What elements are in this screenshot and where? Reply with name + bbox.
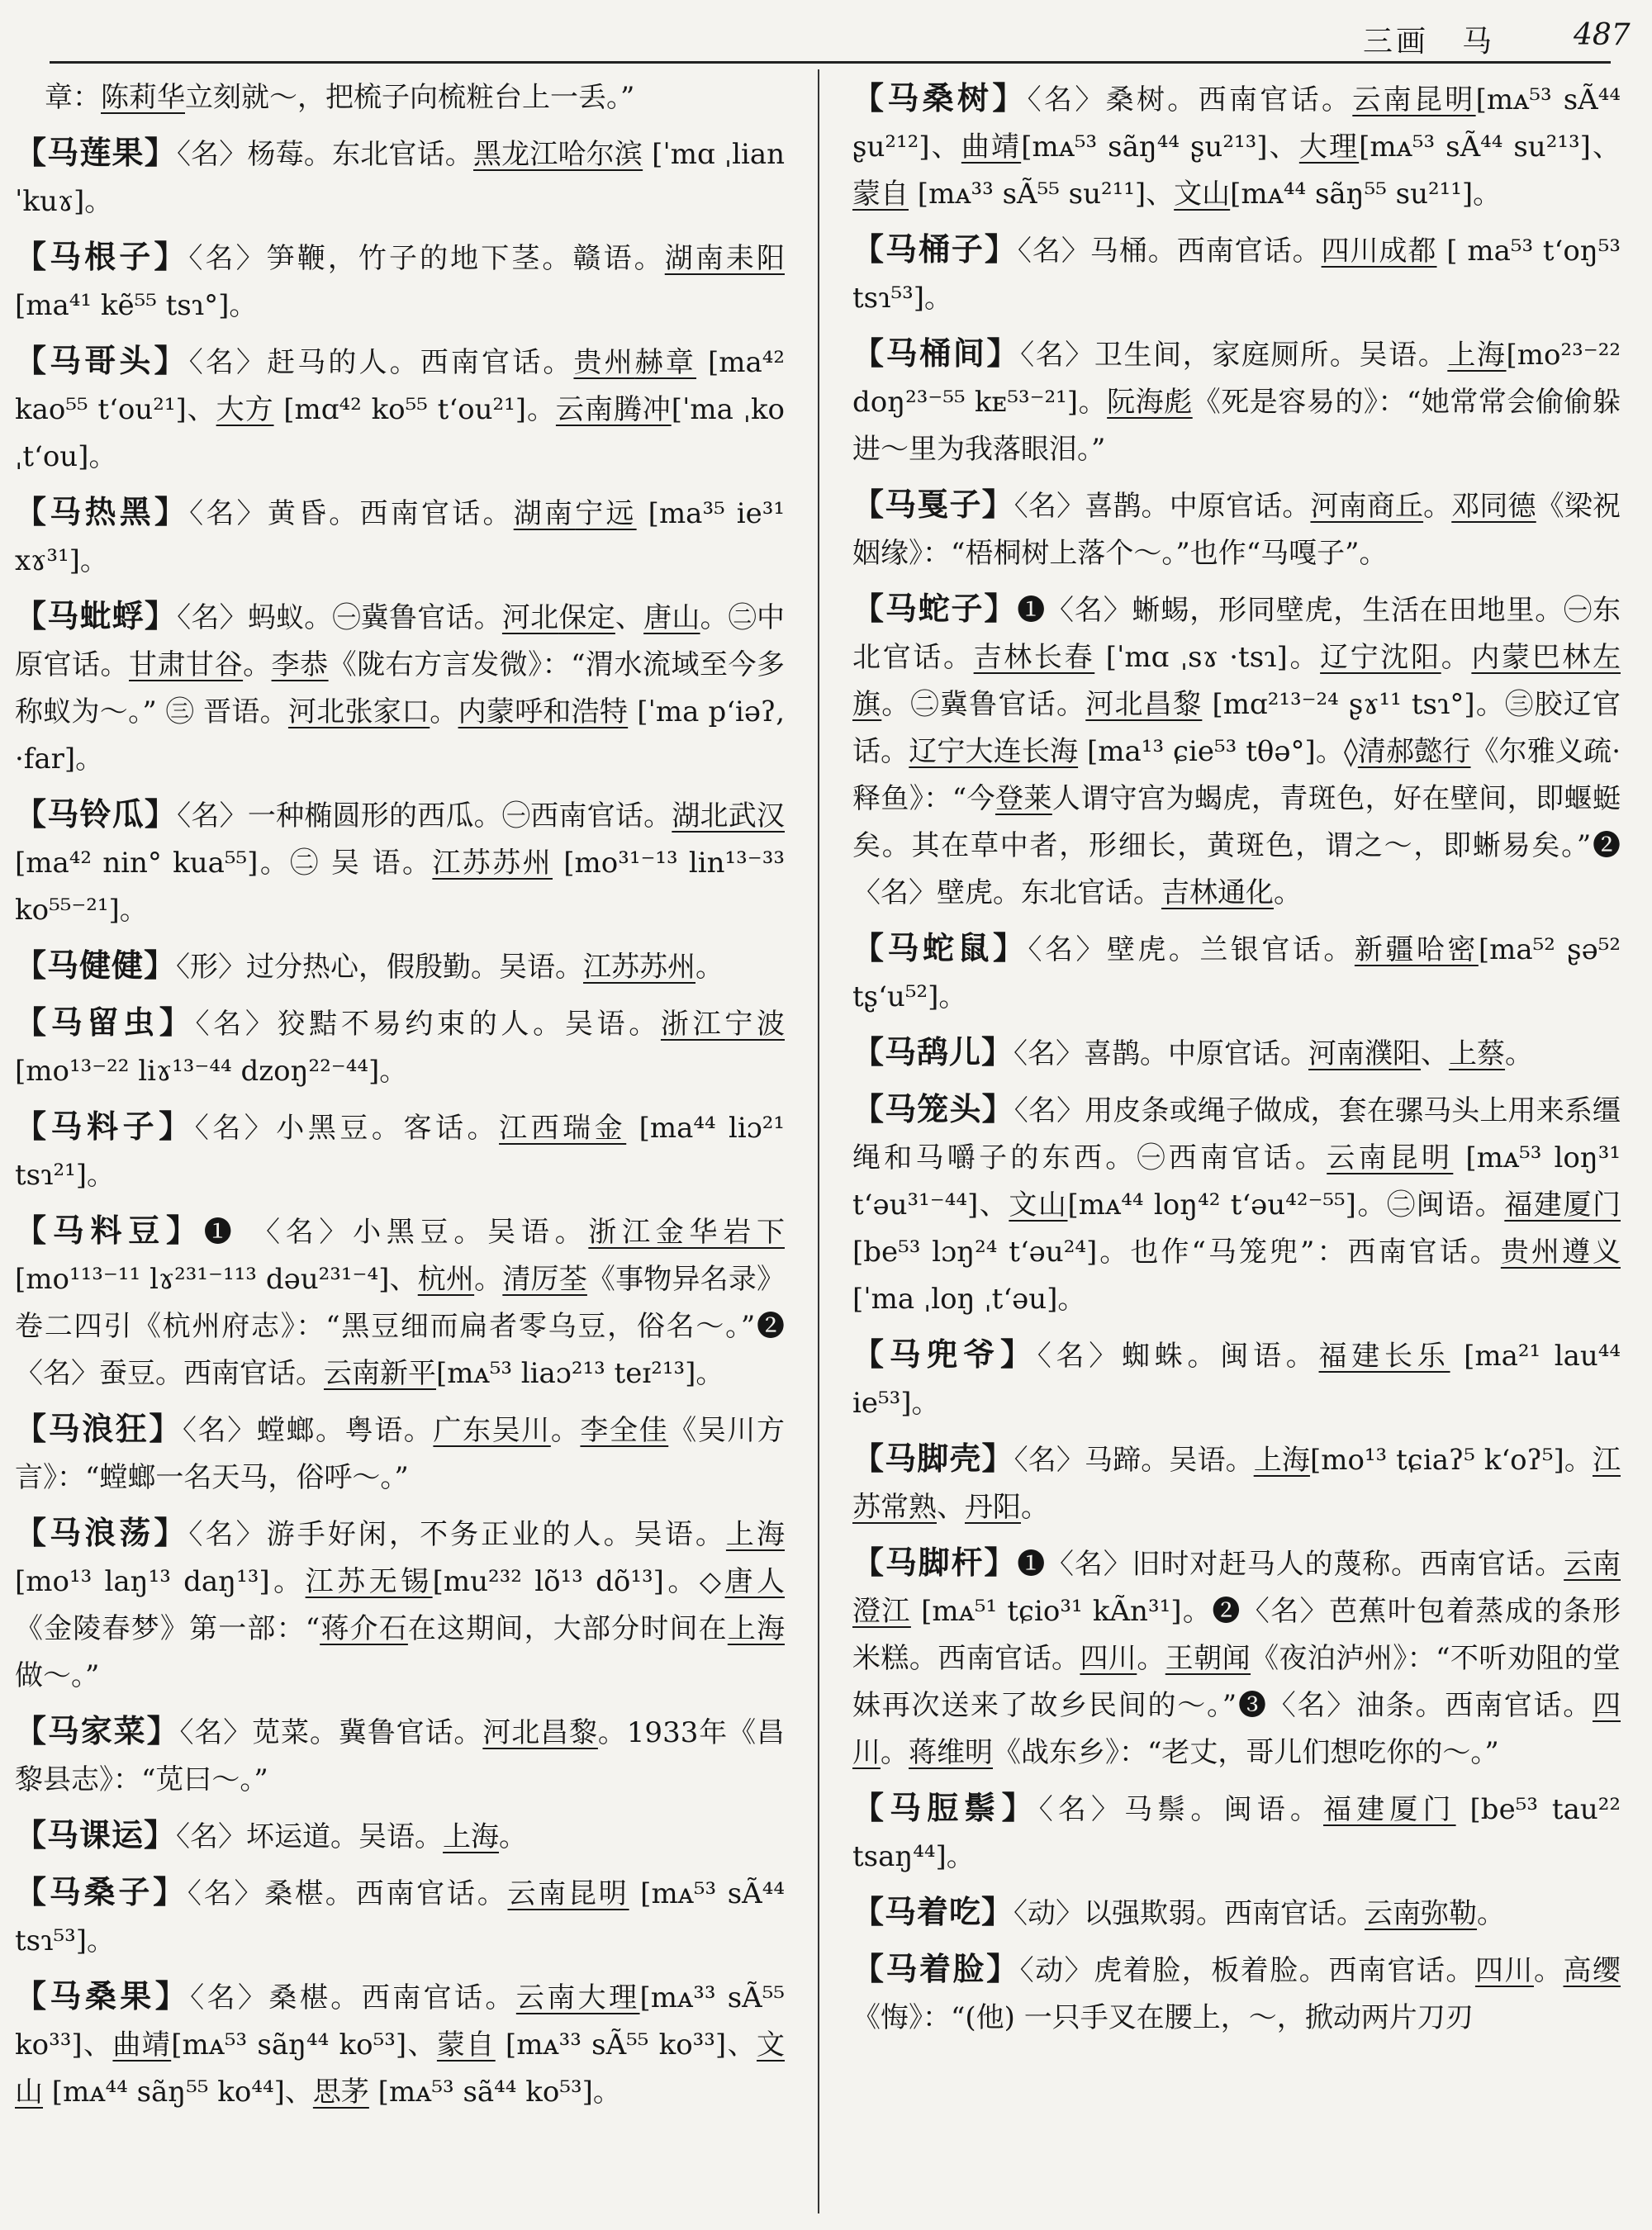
entry-headword: 【马桶子】 <box>852 230 1018 268</box>
place-name: 河南濮阳 <box>1308 1037 1422 1070</box>
dictionary-entry <box>15 1509 785 1700</box>
place-name: 江苏无锡 <box>305 1565 433 1598</box>
entry-text: [mo¹¹³⁻¹¹ lɤ²³¹⁻¹¹³ dəu²³¹⁻⁴]、 <box>15 1263 418 1296</box>
place-name: 江西瑞金 <box>499 1112 627 1145</box>
entry-text: 《死是容易的》：“她常常会偷偷躲进～里为我落眼泪。” <box>852 386 1621 466</box>
place-name: 阮海彪 <box>1107 386 1193 419</box>
entry-text: [mo³¹⁻¹³ lin¹³⁻³³ ko⁵⁵⁻²¹]。 <box>15 847 785 927</box>
entry-headword: 【马料子】 <box>15 1108 195 1145</box>
entry-text: 。 <box>499 1820 528 1853</box>
dictionary-entry <box>852 1945 1621 2042</box>
place-name: 四川 <box>1474 1954 1534 1987</box>
entry-text: [mo¹³ laŋ¹³ daŋ¹³]。 <box>15 1565 306 1598</box>
entry-headword: 【马着脸】 <box>852 1950 1020 1987</box>
place-name: 江苏常熟 <box>852 1444 1621 1524</box>
dictionary-entry <box>15 488 785 585</box>
entry-text: 〈名〉桑椹。西南官话。 <box>190 1981 516 2014</box>
entry-text: [ ma⁵³ tʻoŋ⁵³ tsɿ⁵³]。 <box>852 235 1621 315</box>
entry-text: 。 <box>474 1263 503 1296</box>
place-name: 甘肃甘谷 <box>129 648 244 681</box>
place-name: 云南昆明 <box>507 1877 629 1910</box>
dictionary-entry <box>852 330 1621 473</box>
entry-text: [ˈma ˌloŋ ˌtʻəu]。 <box>852 1283 1086 1316</box>
entry-text: 。 <box>1274 876 1302 909</box>
dictionary-entry <box>15 790 785 934</box>
entry-text: 。1933年《昌黎县志》：“苋曰～。” <box>15 1716 785 1796</box>
place-name: 大方 <box>216 393 274 426</box>
entry-text: [be⁵³ lɔŋ²⁴ tʻəu²⁴]。也作“马笼兜”：西南官话。 <box>852 1236 1501 1269</box>
entry-text: [mᴀ⁵³ sÃ⁴⁴ ʂu²¹²]、 <box>852 83 1621 164</box>
entry-headword: 【马家菜】 <box>15 1712 180 1749</box>
place-name: 内蒙巴林左旗 <box>852 641 1621 721</box>
entry-text: 《陇右方言发微》：“渭水流域至今多称蚁为～。” ㊂ 晋语。 <box>15 648 785 728</box>
dictionary-entry <box>852 1331 1621 1427</box>
dictionary-entry <box>852 1784 1621 1881</box>
entry-text: 〈动〉以强欺弱。西南官话。 <box>1014 1897 1365 1930</box>
entry-headword: 【马戛子】 <box>852 486 1014 523</box>
entry-text: ❶〈名〉旧时对赶马人的蔑称。西南官话。 <box>1017 1548 1564 1581</box>
entry-text: 〈名〉用皮条或绳子做成，套在骡马头上用来系缰绳和马嚼子的东西。㊀西南官话。 <box>852 1094 1621 1174</box>
entry-text: [mo¹³ tɕiaʔ⁵ kʻoʔ⁵]。 <box>1309 1444 1593 1477</box>
place-name: 宁远 <box>575 497 637 530</box>
place-name: 云南昆明 <box>1352 83 1476 116</box>
entry-text: 。 <box>550 1414 581 1447</box>
place-name: 湖南耒阳 <box>664 242 785 275</box>
place-name: 邓同德 <box>1451 490 1536 523</box>
entry-text: 。 <box>430 695 458 728</box>
entry-text: [mᴀ⁵³ loŋ³¹ tʻəu³¹⁻⁴⁴]、 <box>852 1141 1621 1222</box>
entry-text: 〈名〉马桶。西南官话。 <box>1017 235 1322 268</box>
entry-text: 《悔》：“(他) 一只手叉在腰上，～，掀动两片刀刃 <box>852 2001 1474 2034</box>
place-name: 清厉荃 <box>502 1263 587 1296</box>
entry-headword: 【马热黑】 <box>15 493 190 530</box>
entry-headword: 【马笼头】 <box>852 1090 1014 1127</box>
entry-text: 〈名〉壁虎。兰银官话。 <box>1028 933 1355 966</box>
dictionary-entry <box>15 337 785 481</box>
dictionary-entry <box>852 585 1621 917</box>
place-name: 四川成都 <box>1321 235 1437 268</box>
entry-text: 〈动〉虎着脸，板着脸。西南官话。 <box>1019 1954 1475 1987</box>
entry-text: 〈名〉赶马的人。西南官话。 <box>188 346 574 379</box>
place-name: 河北昌黎 <box>1085 688 1203 721</box>
place-name: 云南昆明 <box>1327 1141 1454 1174</box>
entry-text: 〈名〉坏运道。吴语。 <box>176 1820 444 1853</box>
dictionary-entry <box>15 1207 785 1397</box>
entry-headword: 【马桑树】 <box>852 79 1028 116</box>
entry-text: 立刻就～，把梳子向梳粧台上一丢。” <box>185 81 635 114</box>
place-name: 上海 <box>443 1820 500 1853</box>
place-name: 湖南 <box>513 497 576 530</box>
section-title: 三画 马 <box>1363 25 1496 59</box>
place-name: 杭州 <box>417 1263 475 1296</box>
entry-text: [ˈma ˌko ˌtʻou]。 <box>15 393 785 473</box>
dictionary-entry <box>15 1405 785 1502</box>
place-name: 王朝闻 <box>1165 1642 1251 1675</box>
place-name: 云南 <box>324 1357 380 1390</box>
place-name: 吉林长春 <box>973 641 1095 674</box>
place-name: 文山 <box>15 2028 785 2109</box>
entry-text: 〈名〉一种椭圆形的西瓜。㊀西南官话。 <box>177 799 672 833</box>
dictionary-entry <box>852 225 1621 322</box>
place-name: 江苏苏州 <box>583 951 696 984</box>
entry-text: 〈名〉马蹄。吴语。 <box>1014 1444 1254 1477</box>
entry-text: 〈名〉黄昏。西南官话。 <box>189 497 514 530</box>
place-name: 蒋维明 <box>909 1736 993 1769</box>
entry-text: [mᴀ⁴⁴ sãŋ⁵⁵ su²¹¹]。 <box>1230 178 1502 211</box>
left-column <box>15 74 785 2205</box>
place-name: 上蔡 <box>1449 1037 1506 1070</box>
entry-text: 《尔雅义疏·释鱼》：“今 <box>852 735 1621 815</box>
place-name: 湖北武汉 <box>672 799 785 833</box>
entry-headword: 【马课运】 <box>15 1816 177 1853</box>
entry-text: 。 <box>1477 1897 1506 1930</box>
entry-text: 、 <box>1421 1037 1450 1070</box>
entry-text: [mɑ⁴² ko⁵⁵ tʻou²¹]。 <box>273 393 556 426</box>
entry-text: [mᴀ³³ sÃ⁵⁵ ko³³]、 <box>495 2028 757 2062</box>
place-name: 云南弥勒 <box>1365 1897 1478 1930</box>
entry-text: [ˈma pʻiəʔ, ·far]。 <box>15 695 785 776</box>
place-name: 云南腾冲 <box>555 393 672 426</box>
entry-text: [mᴀ⁵³ sã⁴⁴ ko⁵³]。 <box>368 2076 621 2109</box>
place-name: 浙江宁波 <box>660 1008 785 1041</box>
entry-text: 。 <box>881 1736 909 1769</box>
dictionary-entry <box>852 481 1621 577</box>
entry-text: 。㊁中原官话。 <box>15 601 785 681</box>
entry-text: 。 <box>243 648 272 681</box>
entry-text: 做～。” <box>15 1659 100 1692</box>
dictionary-entry <box>852 74 1621 218</box>
entry-headword: 【马桶间】 <box>852 334 1021 372</box>
entry-text: [ma⁴² kao⁵⁵ tʻou²¹]、 <box>15 346 785 426</box>
entry-text: [mᴀ³³ sÃ⁵⁵ su²¹¹]、 <box>909 178 1175 211</box>
entry-text: 。 <box>1423 490 1452 523</box>
entry-headword: 【马桑子】 <box>15 1873 188 1910</box>
place-name: 李恭 <box>271 648 329 681</box>
entry-text: 〈名〉卫生间，家庭厕所。吴语。 <box>1020 339 1448 372</box>
place-name: 文山 <box>1174 178 1231 211</box>
place-name: 四川 <box>852 1689 1621 1769</box>
dictionary-entry <box>852 1888 1621 1938</box>
place-name: 蒋介石 <box>320 1612 408 1645</box>
dictionary-entry <box>15 942 785 991</box>
entry-headword: 【马哥头】 <box>15 342 189 379</box>
entry-headword: 【马留虫】 <box>15 1004 196 1041</box>
place-name: 唐人 <box>724 1565 785 1598</box>
place-name: 思茅 <box>312 2076 369 2109</box>
entry-text: 在这期间，大部分时间在 <box>407 1612 728 1645</box>
place-name: 黑龙江哈尔滨 <box>473 138 643 171</box>
page-header <box>50 13 1631 64</box>
entry-text: [mᴀ⁴⁴ sãŋ⁵⁵ ko⁴⁴]、 <box>43 2076 313 2109</box>
place-name: 文山 <box>1009 1189 1068 1222</box>
dictionary-entry <box>852 1539 1621 1777</box>
place-name: 浙江金华岩下 <box>588 1216 785 1249</box>
place-name: 蒙自 <box>436 2028 496 2062</box>
entry-headword: 【马蛇子】 <box>852 590 1018 627</box>
entry-text: 。 <box>1533 1954 1564 1987</box>
entry-text: 〈名〉蜘蛛。闽语。 <box>1037 1340 1319 1373</box>
entry-text: 〈名〉狡黠不易约束的人。吴语。 <box>195 1008 661 1041</box>
place-name: 四川 <box>1080 1642 1137 1675</box>
entry-text: 。 <box>1441 641 1472 674</box>
place-name: 曲靖 <box>112 2028 172 2062</box>
entry-headword: 【马脚杆】 <box>852 1544 1018 1581</box>
place-name: 吉林通化 <box>1161 876 1274 909</box>
place-name: 贵州遵义 <box>1500 1236 1621 1269</box>
entry-text: [mᴀ⁵¹ tɕio³¹ kÃn³¹]。❷〈名〉芭蕉叶包着蒸成的条形米糕。西南官话。 <box>852 1595 1621 1675</box>
entry-headword: 【马脰鬃】 <box>852 1789 1039 1826</box>
dictionary-entry <box>15 1811 785 1861</box>
place-name: 辽宁大连长海 <box>909 735 1079 768</box>
entry-text: [mo²³⁻²² doŋ²³⁻⁵⁵ kᴇ⁵³⁻²¹]。 <box>852 339 1621 419</box>
entry-text: 人谓守宫为蝎虎，青斑色，好在壁间，即蝘蜓矣。其在草中者，形细长，黄斑色，谓之～，即蜥易矣。”❷〈名〉壁虎。东北官话。 <box>852 782 1621 909</box>
place-name: 陈莉华 <box>101 81 185 114</box>
entry-text: 〈形〉过分热心，假殷勤。吴语。 <box>176 951 584 984</box>
place-name: 李全佳 <box>580 1414 669 1447</box>
entry-continuation <box>45 74 785 121</box>
column-divider <box>818 69 819 2213</box>
dictionary-entry <box>15 1972 785 2116</box>
dictionary-entry <box>852 1435 1621 1531</box>
place-name: 河北昌黎 <box>482 1716 598 1749</box>
entry-text: 章： <box>45 81 101 114</box>
entry-text: [be⁵³ tau²² tsaŋ⁴⁴]。 <box>852 1793 1621 1873</box>
place-name: 蒙自 <box>852 178 909 211</box>
entry-text: 、 <box>615 601 644 634</box>
place-name: 新平 <box>380 1357 436 1390</box>
entry-text: 〈名〉游手好闲，不务正业的人。吴语。 <box>188 1518 726 1551</box>
entry-text: ❶〈名〉蜥蜴，形同壁虎，生活在田地里。㊀东北官话。 <box>852 594 1621 674</box>
entry-text: [ma⁵² ʂə⁵² tʂʻu⁵²]。 <box>852 933 1621 1013</box>
entry-text: [mᴀ³³ sÃ⁵⁵ ko³³]、 <box>15 1981 785 2062</box>
place-name: 登莱 <box>995 782 1052 815</box>
entry-text: [mo¹³⁻²² liɤ¹³⁻⁴⁴ dzoŋ²²⁻⁴⁴]。 <box>15 1055 408 1088</box>
dictionary-entry <box>15 592 785 783</box>
entry-text: [ma³⁵ ie³¹ xɤ³¹]。 <box>15 497 785 577</box>
dictionary-entry <box>852 1085 1621 1323</box>
place-name: 高缨 <box>1563 1954 1621 1987</box>
entry-headword: 【马桑果】 <box>15 1977 191 2014</box>
dictionary-entry <box>852 1028 1621 1078</box>
entry-text: [mᴀ⁵³ sÃ⁴⁴ tsɿ⁵³]。 <box>15 1877 785 1957</box>
entry-text: 。 <box>1505 1037 1534 1070</box>
place-name: 唐山 <box>643 601 700 634</box>
entry-headword: 【马浪狂】 <box>15 1410 183 1447</box>
dictionary-entry <box>15 1868 785 1965</box>
entry-headword: 【马健健】 <box>15 947 177 984</box>
place-name: 河北 <box>501 601 559 634</box>
place-name: 清郝懿行 <box>1357 735 1471 768</box>
place-name: 保定 <box>558 601 615 634</box>
place-name: 福建厦门 <box>1323 1793 1456 1826</box>
entry-text: [mɑ²¹³⁻²⁴ ʂɤ¹¹ tsɿ°]。㊂胶辽官话。 <box>852 688 1621 768</box>
entry-text: 〈名〉桑椹。西南官话。 <box>187 1877 508 1910</box>
entry-text: [ma²¹ lau⁴⁴ ie⁵³]。 <box>852 1340 1621 1420</box>
entry-text: 《战东乡》：“老丈，哥儿们想吃你的～。” <box>993 1736 1499 1769</box>
entry-text: 。 <box>695 951 724 984</box>
place-name: 上海 <box>1253 1444 1310 1477</box>
place-name: 河北张家口 <box>287 695 430 728</box>
entry-text: [ma⁴² nin° kua⁵⁵]。㊁ 吴 语。 <box>15 847 433 880</box>
right-column <box>852 74 1621 2205</box>
entry-text: 〈名〉喜鹊。中原官话。 <box>1014 490 1311 523</box>
place-name: 曲靖 <box>961 130 1022 164</box>
entry-headword: 【马料豆】 <box>15 1212 204 1249</box>
entry-text: ❶ 〈名〉小黑豆。吴语。 <box>203 1216 589 1249</box>
entry-headword: 【马根子】 <box>15 238 189 275</box>
entry-text: 《事物异名录》卷二四引《杭州府志》：“黑豆细而扁者零乌豆，俗名～。”❷〈名〉蚕豆。西南官话。 <box>15 1263 785 1390</box>
dictionary-entry <box>852 924 1621 1021</box>
place-name: 江苏苏州 <box>432 847 553 880</box>
entry-headword: 【马着吃】 <box>852 1893 1014 1930</box>
entry-text: 〈名〉苋菜。冀鲁官话。 <box>179 1716 483 1749</box>
place-name: 云南澄江 <box>852 1548 1621 1628</box>
entry-text: [mᴀ⁵³ sãŋ⁴⁴ ko⁵³]、 <box>171 2028 437 2062</box>
entry-text: 《夜泊泸州》：“不听劝阻的堂妹再次送来了故乡民间的～。”❸〈名〉油条。西南官话。 <box>852 1642 1621 1722</box>
entry-headword: 【马蛇鼠】 <box>852 929 1028 966</box>
entry-headword: 【马浪荡】 <box>15 1514 189 1551</box>
entry-text: [mu²³² lõ¹³ dõ¹³]。◇ <box>432 1565 725 1598</box>
entry-text: 。 <box>1021 1491 1049 1524</box>
entry-text: 〈名〉笋鞭，竹子的地下茎。赣语。 <box>188 242 665 275</box>
entry-text: [mᴀ⁵³ sãŋ⁴⁴ ʂu²¹³]、 <box>1021 130 1299 164</box>
entry-headword: 【马铃瓜】 <box>15 795 178 833</box>
entry-text: 《梁祝姻缘》：“梧桐树上落个～。”也作“马嘎子”。 <box>852 490 1621 570</box>
place-name: 福建厦门 <box>1504 1189 1621 1222</box>
entry-headword: 【马脚壳】 <box>852 1440 1014 1477</box>
entry-text: [ma¹³ ɕie⁵³ tθə°]。◊ <box>1078 735 1358 768</box>
place-name: 新疆哈密 <box>1354 933 1479 966</box>
entry-text: [ˈmɑ ˌlian ˈkuɤ]。 <box>15 138 785 218</box>
entry-text: 〈名〉蚂蚁。㊀冀鲁官话。 <box>177 601 502 634</box>
entry-text: 〈名〉小黑豆。客话。 <box>194 1112 500 1145</box>
entry-text: 。㊁冀鲁官话。 <box>881 688 1086 721</box>
entry-headword: 【马蚍蜉】 <box>15 597 178 634</box>
place-name: 辽宁沈阳 <box>1320 641 1441 674</box>
place-name: 上海 <box>725 1518 785 1551</box>
entry-text: 〈名〉马鬃。闽语。 <box>1038 1793 1324 1826</box>
page-number: 487 <box>1574 18 1631 52</box>
entry-text: 《金陵春梦》第一部：“ <box>15 1612 320 1645</box>
dictionary-entry <box>15 1707 785 1804</box>
place-name: 大理 <box>1298 130 1360 164</box>
entry-text: [mᴀ⁵³ liaɔ²¹³ teɪ²¹³]。 <box>436 1357 724 1390</box>
entry-text: [ma⁴⁴ liɔ²¹ tsɿ²¹]。 <box>15 1112 785 1192</box>
entry-headword: 【马莲果】 <box>15 134 177 171</box>
entry-text: 《吴川方言》：“螳螂一名天马，俗呼～。” <box>15 1414 785 1494</box>
entry-text: 〈名〉喜鹊。中原官话。 <box>1014 1037 1309 1070</box>
entry-text: 、 <box>937 1491 965 1524</box>
place-name: 内蒙呼和浩特 <box>458 695 629 728</box>
dictionary-entry <box>15 233 785 330</box>
place-name: 赫章 <box>634 346 697 379</box>
entry-text: [mᴀ⁵³ sÃ⁴⁴ su²¹³]、 <box>1359 130 1621 164</box>
entry-text: 〈名〉杨莓。东北官话。 <box>176 138 473 171</box>
dictionary-entry <box>15 129 785 225</box>
dictionary-entry <box>15 1103 785 1199</box>
entry-headword: 【马鸹儿】 <box>852 1033 1014 1070</box>
entry-text: 。 <box>1137 1642 1165 1675</box>
place-name: 贵州 <box>573 346 635 379</box>
place-name: 上海 <box>727 1612 785 1645</box>
place-name: 河南商丘 <box>1310 490 1424 523</box>
place-name: 上海 <box>1447 339 1507 372</box>
entry-headword: 【马兜爷】 <box>852 1336 1037 1373</box>
dictionary-entry <box>15 999 785 1095</box>
entry-text: [ma⁴¹ kẽ⁵⁵ tsɿ°]。 <box>15 289 258 322</box>
entry-text: [mᴀ⁴⁴ loŋ⁴² tʻəu⁴²⁻⁵⁵]。㊁闽语。 <box>1067 1189 1505 1222</box>
place-name: 福建长乐 <box>1318 1340 1450 1373</box>
place-name: 云南大理 <box>515 1981 640 2014</box>
entry-text: [ˈmɑ ˌsɤ ·tsɿ]。 <box>1094 641 1321 674</box>
place-name: 丹阳 <box>965 1491 1021 1524</box>
place-name: 广东吴川 <box>433 1414 551 1447</box>
entry-text: 〈名〉螳螂。粤语。 <box>183 1414 434 1447</box>
entry-text: 〈名〉桑树。西南官话。 <box>1027 83 1353 116</box>
